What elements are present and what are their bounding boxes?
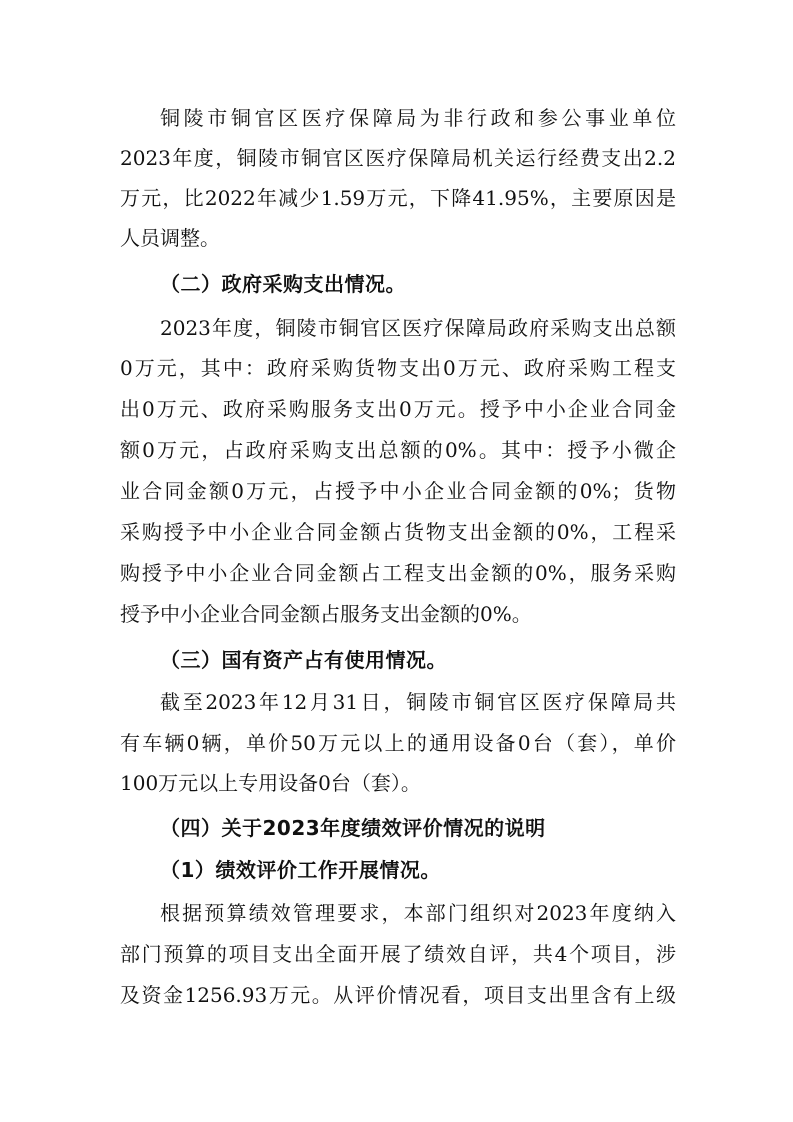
paragraph-line: 100万元以上专用设备0台（套）。 (120, 771, 421, 795)
paragraph-line: 采购授予中小企业合同金额占货物支出金额的0%，工程采 (120, 520, 676, 544)
paragraph-line: 2023年度，铜陵市铜官区医疗保障局机关运行经费支出2.2 (120, 146, 676, 170)
subsection-heading: （1）绩效评价工作开展情况。 (160, 858, 441, 882)
section-heading: （三）国有资产占有使用情况。 (160, 648, 447, 672)
paragraph-line: 购授予中小企业合同金额占工程支出金额的0%，服务采购 (120, 561, 676, 585)
paragraph-line: 万元，比2022年减少1.59万元，下降41.95%，主要原因是 (120, 186, 676, 210)
paragraph-line: 2023年度，铜陵市铜官区医疗保障局政府采购支出总额 (160, 316, 676, 340)
paragraph-line: 根据预算绩效管理要求，本部门组织对2023年度纳入 (160, 901, 676, 925)
paragraph-line: 出0万元、政府采购服务支出0万元。授予中小企业合同金 (120, 397, 676, 421)
section-heading: （四）关于2023年度绩效评价情况的说明 (160, 816, 546, 840)
paragraph-line: 人员调整。 (120, 226, 220, 250)
paragraph-line: 部门预算的项目支出全面开展了绩效自评，共4个项目，涉 (120, 942, 676, 966)
paragraph-line: 额0万元，占政府采购支出总额的0%。其中：授予小微企 (120, 438, 676, 462)
paragraph-line: 授予中小企业合同金额占服务支出金额的0%。 (120, 602, 532, 626)
paragraph-line: 截至2023年12月31日，铜陵市铜官区医疗保障局共 (160, 690, 676, 714)
paragraph-line: 业合同金额0万元，占授予中小企业合同金额的0%；货物 (120, 479, 676, 503)
paragraph-line: 0万元，其中：政府采购货物支出0万元、政府采购工程支 (120, 356, 676, 380)
paragraph-line: 及资金1256.93万元。从评价情况看，项目支出里含有上级 (120, 983, 676, 1007)
paragraph-line: 有车辆0辆，单价50万元以上的通用设备0台（套），单价 (120, 731, 676, 755)
paragraph-line: 铜陵市铜官区医疗保障局为非行政和参公事业单位 (160, 106, 676, 130)
section-heading: （二）政府采购支出情况。 (160, 272, 406, 296)
